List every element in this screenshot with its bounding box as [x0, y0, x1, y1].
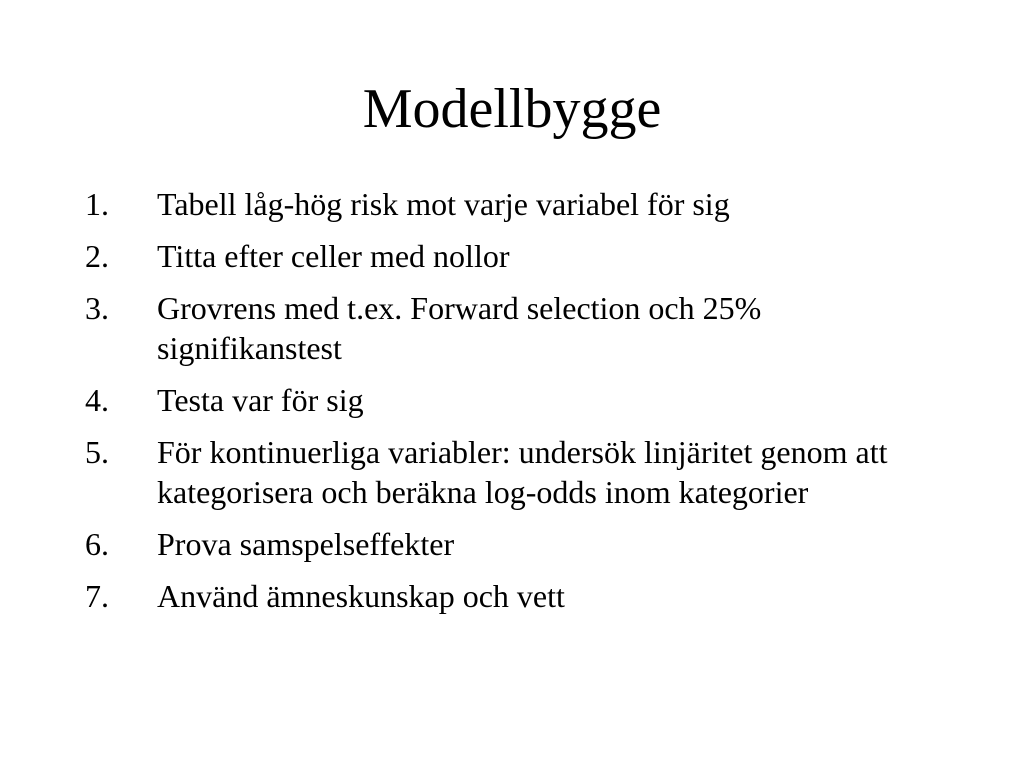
- list-item: [85, 184, 945, 224]
- list-item-text: Prova samspelseffekter: [157, 526, 455, 562]
- list-item-text: För kontinuerliga variabler: undersök linjäritet genom att kategorisera och beräkna log-odds inom kategorier: [157, 434, 888, 510]
- list-item: [85, 380, 945, 420]
- list-item-number: 7.: [85, 578, 109, 614]
- list-item-number: 6.: [85, 526, 109, 562]
- list-item: [85, 576, 945, 616]
- list-item-text: Använd ämneskunskap och vett: [157, 578, 565, 614]
- list-item: [85, 432, 945, 512]
- list-item-text: Tabell låg-hög risk mot varje variabel för sig: [157, 186, 730, 222]
- list-item-text: Titta efter celler med nollor: [157, 238, 510, 274]
- list-item: [85, 288, 945, 368]
- slide-title: Modellbygge: [362, 78, 662, 140]
- list-item-number: 2.: [85, 238, 109, 274]
- list-item-number: 5.: [85, 434, 109, 470]
- list-item-number: 1.: [85, 186, 109, 222]
- list-item-number: 4.: [85, 382, 109, 418]
- list-item: [85, 236, 945, 276]
- numbered-list: [85, 184, 945, 628]
- list-item: [85, 524, 945, 564]
- list-item-text: Grovrens med t.ex. Forward selection och 25% signifikanstest: [157, 290, 762, 366]
- list-item-number: 3.: [85, 290, 109, 326]
- list-item-text: Testa var för sig: [157, 382, 364, 418]
